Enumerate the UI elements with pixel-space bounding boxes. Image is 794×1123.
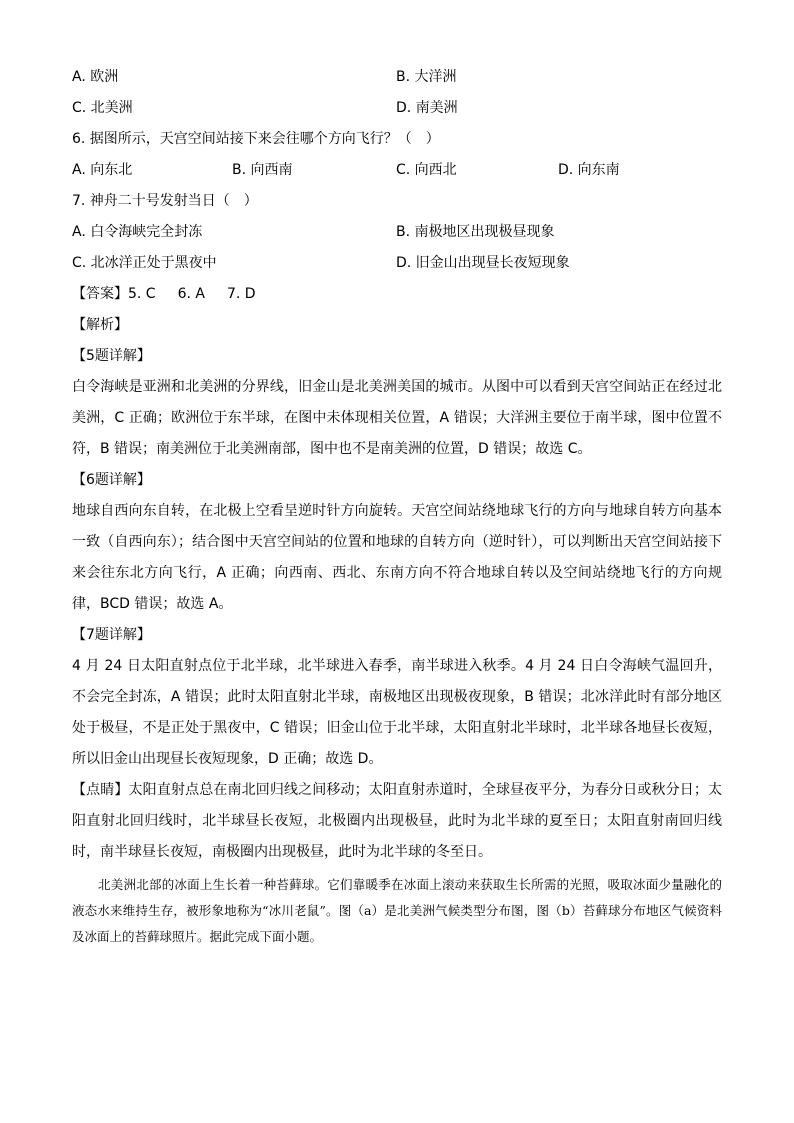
tip-label: 【点睛】 [72,782,129,798]
answer-row [72,279,722,310]
material-paragraph: 北美洲北部的冰面上生长着一种苔藓球。它们靠暖季在冰面上滚动来获取生长所需的光照，吸取冰面少量融化的液态水来维持生存，被形象地称为“冰川老鼠”。图（a）是北美洲气候类型分布图，图（b）苔藓球分布地区气候资料及冰面上的苔藓球照片。据此完成下面小题。 [72,877,722,944]
q7-stem-text: 7. 神舟二十号发射当日（ ） [72,193,258,209]
q7-option-c: C. 北冰洋正处于黑夜中 [72,255,217,271]
d7-heading [72,620,722,651]
d6-label: 【6题详解】 [72,472,151,488]
answer-5: 5. C [128,286,156,302]
q6-option-a: A. 向东北 [72,162,133,178]
answer-7: 7. D [226,286,256,302]
q7-option-a: A. 白令海峡完全封冻 [72,224,203,240]
q6-option-d: D. 向东南 [558,162,620,178]
q5-option-b: B. 大洋洲 [396,69,457,85]
answer-6: 6. A [177,286,205,302]
analysis-heading [72,310,722,341]
q5-options-row-1 [72,62,722,93]
q6-option-c: C. 向西北 [396,162,457,178]
q7-option-d: D. 旧金山出现昼长夜短现象 [396,255,570,271]
d5-label: 【5题详解】 [72,348,151,364]
q7-options-row-1 [72,217,722,248]
tip-paragraph [72,775,722,868]
q6-option-b: B. 向西南 [232,162,293,178]
q5-option-c: C. 北美洲 [72,100,133,116]
d5-explanation: 白令海峡是亚洲和北美洲的分界线，旧金山是北美洲美国的城市。从图中可以看到天宫空间站正在经过北美洲，C 正确；欧洲位于东半球，在图中未体现相关位置，A 错误；大洋洲主要位于南半球，图中位置不符，B 错误；南美洲位于北美洲南部，图中也不是南美洲的位置，D 错误；故选 C。 [72,379,722,457]
q5-options-row-2 [72,93,722,124]
d6-heading [72,465,722,496]
q6-stem [72,124,722,155]
d5-heading [72,341,722,372]
analysis-label: 【解析】 [72,317,128,333]
document-page [72,62,722,950]
d7-label: 【7题详解】 [72,627,151,643]
q7-option-b: B. 南极地区出现极昼现象 [396,224,555,240]
q6-stem-text: 6. 据图所示，天宫空间站接下来会往哪个方向飞行？（ ） [72,131,440,147]
q6-options-row [72,155,722,186]
answer-label: 【答案】 [72,286,128,302]
d7-explanation: 4 月 24 日太阳直射点位于北半球，北半球进入春季，南半球进入秋季。4 月 24 日白令海峡气温回升，不会完全封冻，A 错误；此时太阳直射北半球，南极地区出现极夜现象，B 错误；北冰洋此时有部分地区处于极昼，不是正处于黑夜中，C 错误；旧金山位于北半球，太阳直射北半球时，北半球各地昼长夜短，所以旧金山出现昼长夜短现象，D 正确；故选 D。 [72,658,722,767]
tip-text: 太阳直射点总在南北回归线之间移动；太阳直射赤道时，全球昼夜平分，为春分日或秋分日；太阳直射北回归线时，北半球昼长夜短，北极圈内出现极昼，此时为北半球的夏至日；太阳直射南回归线时，南半球昼长夜短，南极圈内出现极昼，此时为北半球的冬至日。 [72,782,723,860]
q5-option-a: A. 欧洲 [72,69,119,85]
q5-option-d: D. 南美洲 [396,100,458,116]
q7-options-row-2 [72,248,722,279]
q7-stem [72,186,722,217]
d6-explanation: 地球自西向东自转，在北极上空看呈逆时针方向旋转。天宫空间站绕地球飞行的方向与地球自转方向基本一致（自西向东）；结合图中天宫空间站的位置和地球的自转方向（逆时针），可以判断出天宫空间站接下来会往东北方向飞行，A 正确；向西南、西北、东南方向不符合地球自转以及空间站绕地飞行的方向规律，BCD 错误；故选 A。 [72,503,722,612]
